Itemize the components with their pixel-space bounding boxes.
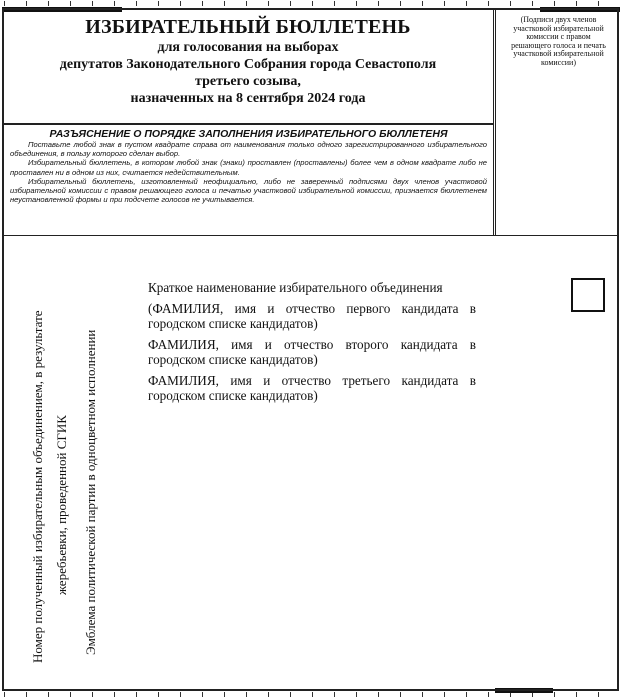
ballot-subtitle-3: третьего созыва,	[195, 74, 301, 89]
candidate-3: ФАМИЛИЯ, имя и отчество третьего кандидата в городском списке кандидатов)	[148, 373, 476, 403]
top-tick-marks	[4, 1, 616, 6]
section-divider	[4, 235, 617, 236]
candidate-1: (ФАМИЛИЯ, имя и отчество первого кандидата в городском списке кандидатов)	[148, 301, 476, 331]
ballot-title: ИЗБИРАТЕЛЬНЫЙ БЮЛЛЕТЕНЬ	[85, 16, 411, 38]
ballot-subtitle-4: назначенных на 8 сентября 2024 года	[130, 91, 366, 106]
party-number-label-line-1: Номер полученный избирательным объединением, в результате	[30, 310, 45, 663]
ballot-subtitle-1: для голосования на выборах	[157, 40, 339, 55]
vote-checkbox[interactable]	[571, 278, 605, 312]
ballot-subtitle-2: депутатов Законодательного Собрания города Севастополя	[59, 57, 437, 72]
party-emblem-label: Эмблема политической партии в одноцветном исполнении	[83, 329, 98, 655]
candidate-2: ФАМИЛИЯ, имя и отчество второго кандидата в городском списке кандидатов)	[148, 337, 476, 367]
ballot-frame	[2, 8, 619, 691]
party-block	[148, 280, 476, 409]
ballot-header	[4, 10, 492, 122]
explanation-paragraph-2: Избирательный бюллетень, в котором любой знак (знаки) проставлен (проставлены) более чем в одном квадрате либо не проставлен ни в одном из них, считается недействительным.	[10, 158, 487, 177]
explanation-paragraph-1: Поставьте любой знак в пустом квадрате справа от наименования только одного зарегистрированного избирательного объединения, в пользу которого сделан выбор.	[10, 140, 487, 159]
party-name: Краткое наименование избирательного объединения	[148, 280, 443, 295]
signature-box	[493, 10, 617, 236]
party-number-label-line-2: жеребьевки, проведенной СГИК	[54, 415, 69, 595]
explanation-paragraph-3: Избирательный бюллетень, изготовленный неофициально, либо не заверенный подписями двух членов участковой избирательной комиссии с правом решающего голоса и печатью участковой избирательной комиссии, признается бюллетенем неустановленной формы и при подсчете голосов не учитывается.	[10, 176, 487, 205]
signature-box-text: (Подписи двух членов участковой избирательной комиссии с правом решающего голоса и печать участковой избирательной комиссии)	[511, 15, 606, 67]
explanation-title: РАЗЪЯСНЕНИЕ О ПОРЯДКЕ ЗАПОЛНЕНИЯ ИЗБИРАТЕЛЬНОГО БЮЛЛЕТЕНЯ	[49, 128, 448, 140]
explanation-section	[4, 123, 493, 235]
